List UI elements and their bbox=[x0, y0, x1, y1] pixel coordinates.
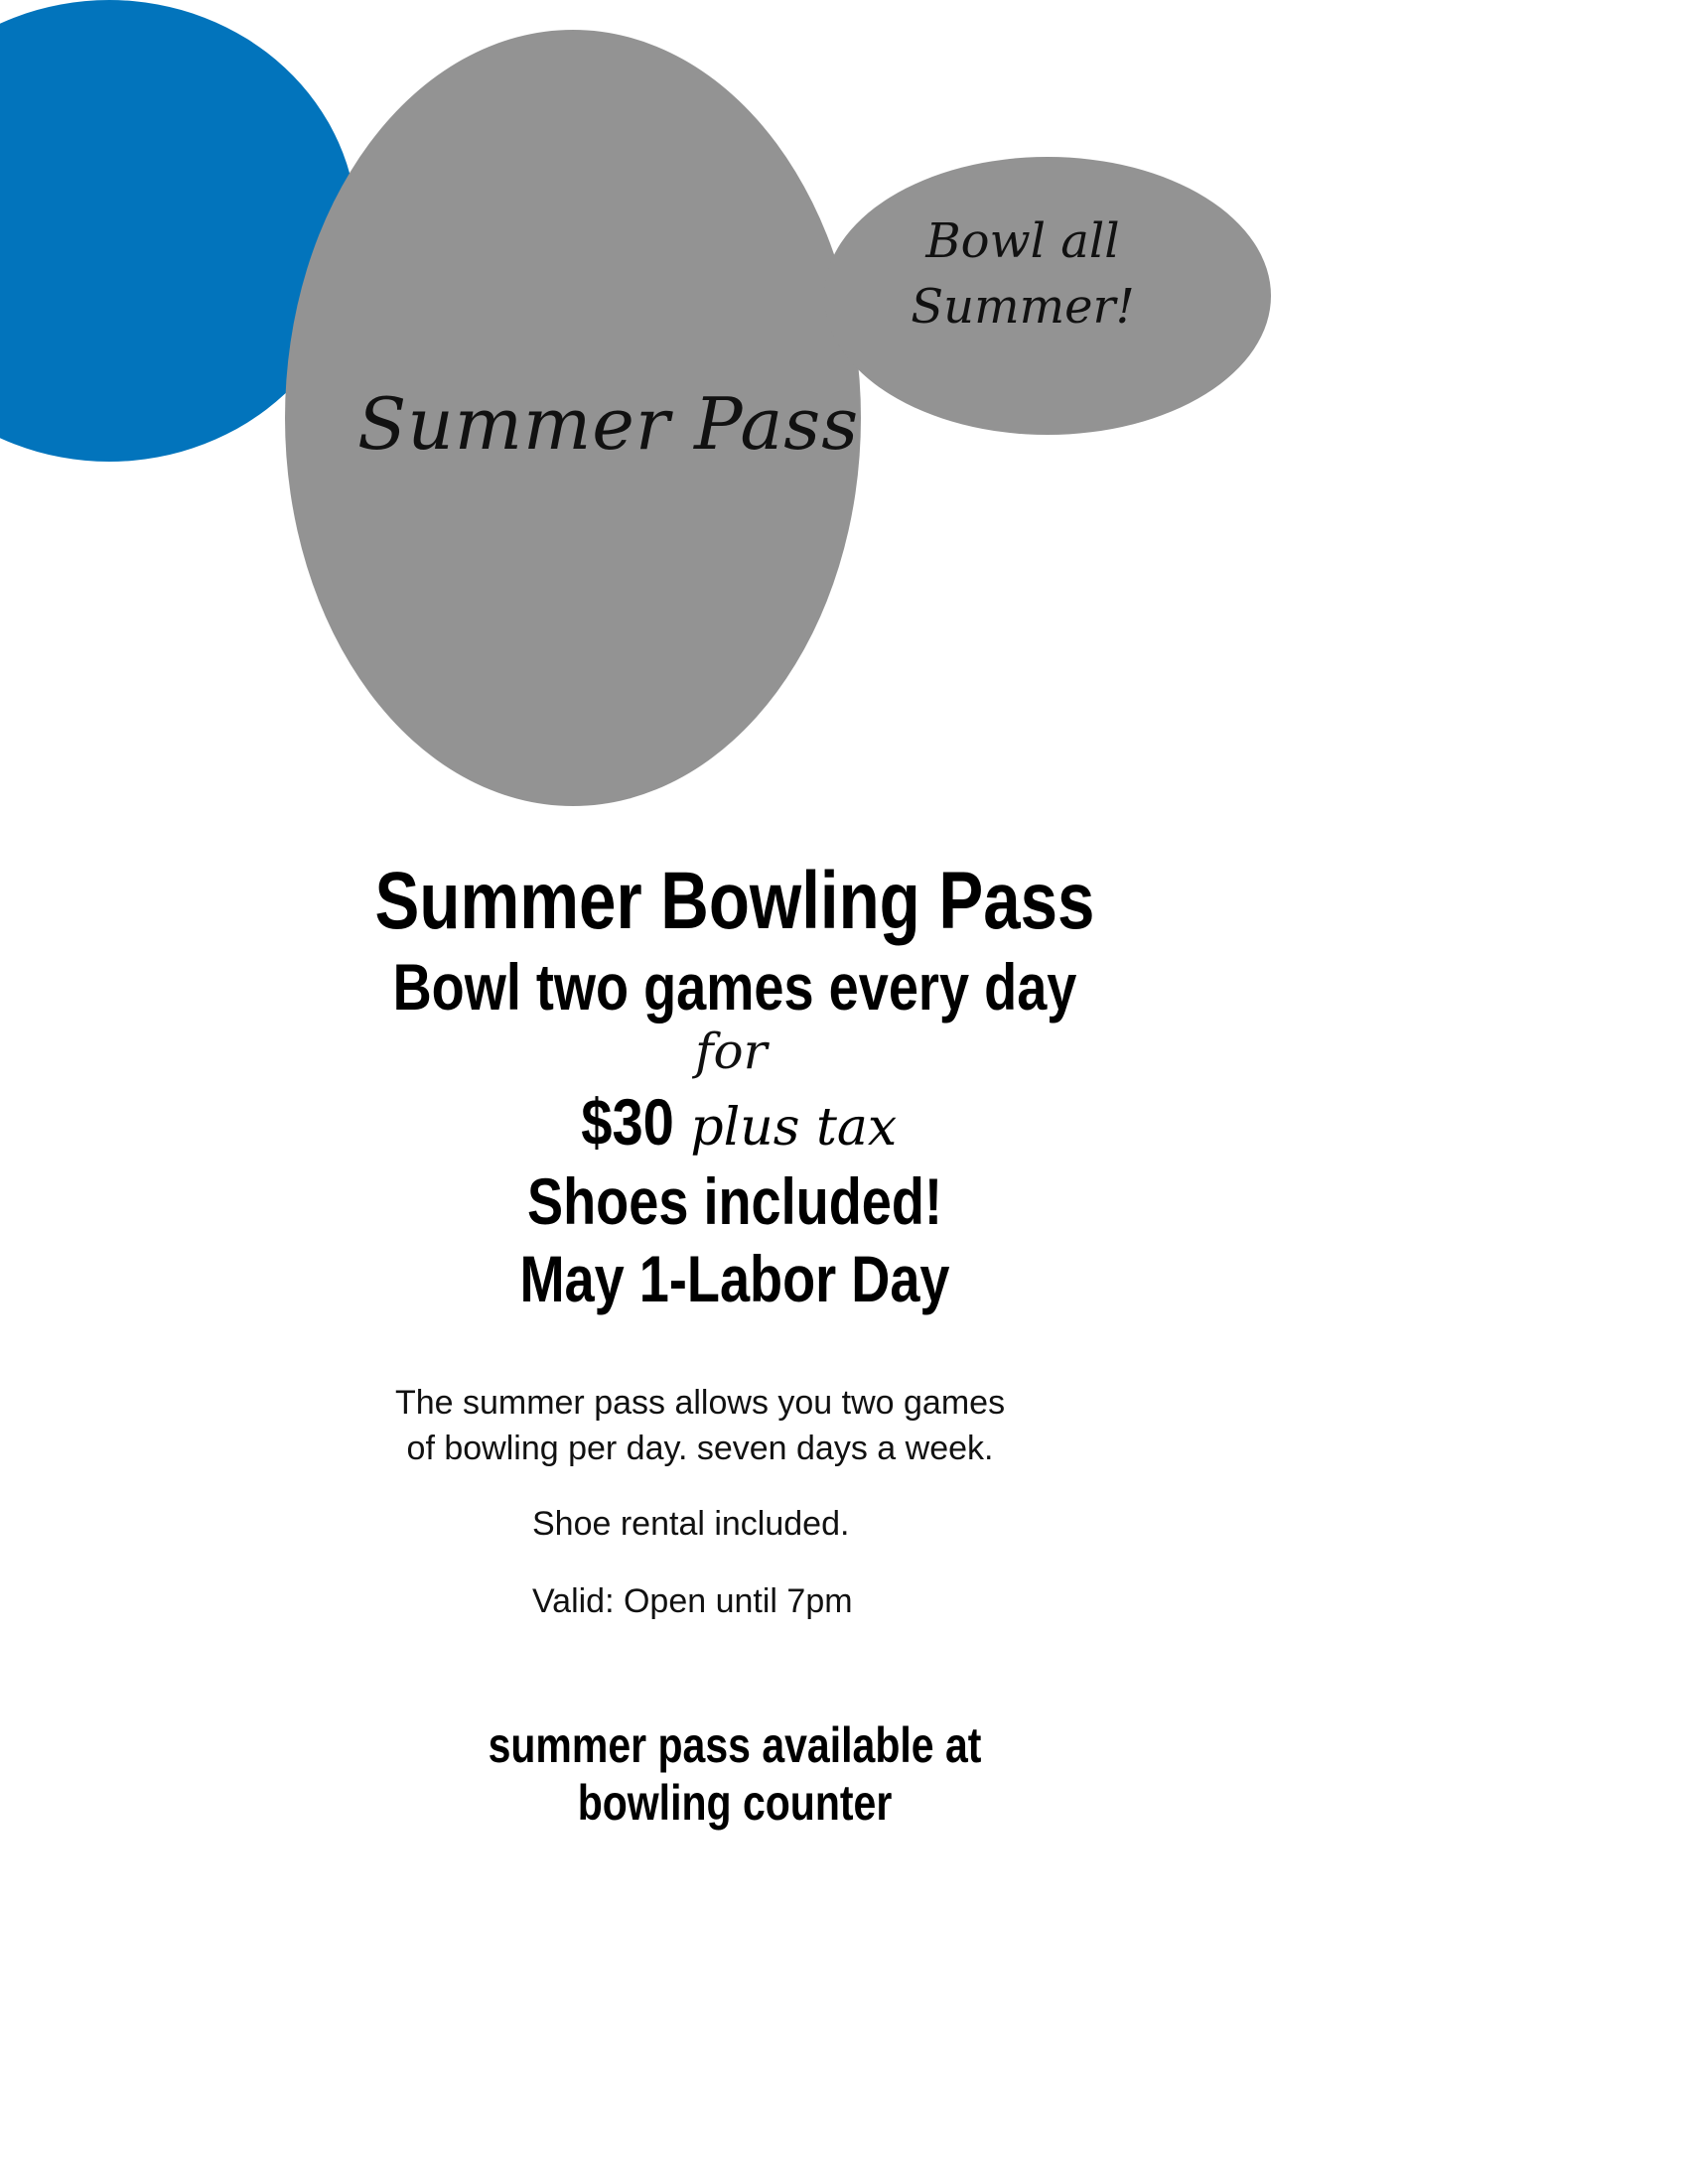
description-line-1: The summer pass allows you two games bbox=[394, 1384, 1006, 1422]
offer-headline: Bowl two games every day bbox=[392, 950, 1077, 1024]
price-amount: $30 bbox=[581, 1085, 674, 1159]
availability-line-1: summer pass available at bbox=[488, 1717, 982, 1773]
shoes-included-headline: Shoes included! bbox=[527, 1164, 942, 1238]
validity-note: Valid: Open until 7pm bbox=[532, 1582, 853, 1620]
bowl-all-summer-bubble-text: Bowl all Summer! bbox=[911, 213, 1135, 335]
price-line bbox=[0, 1084, 1470, 1160]
summer-pass-script-title: Summer Pass bbox=[357, 382, 860, 466]
for-connector: for bbox=[695, 1023, 768, 1080]
flyer-title: Summer Bowling Pass bbox=[374, 856, 1095, 946]
season-dates-headline: May 1-Labor Day bbox=[519, 1242, 950, 1315]
description-line-2: of bowling per day. seven days a week. bbox=[406, 1430, 994, 1467]
availability-line-2: bowling counter bbox=[577, 1775, 893, 1831]
price-tax-note: plus tax bbox=[690, 1098, 898, 1158]
shoe-rental-note: Shoe rental included. bbox=[532, 1505, 850, 1543]
